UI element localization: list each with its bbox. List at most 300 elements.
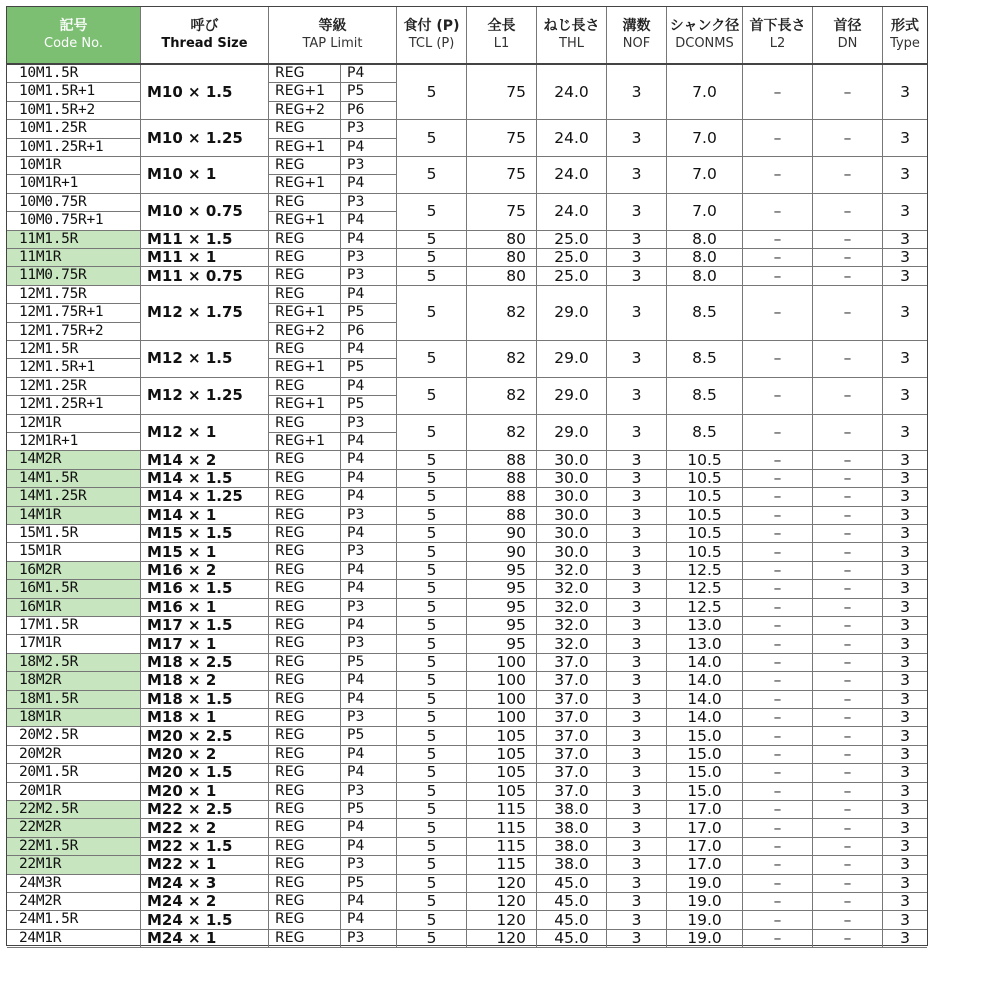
nof-cell: 3 <box>607 617 667 635</box>
header-tcl-jp: 食付 (P) <box>403 18 460 34</box>
thread-size-cell: M18 × 2.5 <box>141 654 269 672</box>
l2-cell: – <box>743 930 813 948</box>
tap-limit-cell: REG <box>269 470 341 488</box>
tap-limit-cell: REG <box>269 856 341 874</box>
l2-cell: – <box>743 580 813 598</box>
type-cell: 3 <box>883 580 927 598</box>
thl-cell: 32.0 <box>537 635 607 653</box>
header-dconms <box>667 7 743 63</box>
thread-size-cell: M17 × 1.5 <box>141 617 269 635</box>
l2-cell: – <box>743 672 813 690</box>
nof-cell: 3 <box>607 691 667 709</box>
nof-cell: 3 <box>607 801 667 819</box>
tap-class-cell: P3 <box>341 267 397 285</box>
dn-cell: – <box>813 267 883 285</box>
l2-cell: – <box>743 635 813 653</box>
header-thl-jp: ねじ長さ <box>543 18 600 34</box>
tcl-cell: 5 <box>397 249 467 267</box>
tap-class-cell: P4 <box>341 819 397 837</box>
tap-limit-cell: REG+1 <box>269 139 341 157</box>
code-cell: 12M1R+1 <box>7 433 141 451</box>
type-cell: 3 <box>883 911 927 929</box>
tap-class-cell: P4 <box>341 525 397 543</box>
tcl-cell: 5 <box>397 378 467 415</box>
code-cell: 20M1R <box>7 783 141 801</box>
type-cell: 3 <box>883 930 927 948</box>
dn-cell: – <box>813 194 883 231</box>
code-cell: 22M2R <box>7 819 141 837</box>
l1-cell: 82 <box>467 341 537 378</box>
tap-limit-cell: REG <box>269 617 341 635</box>
type-cell: 3 <box>883 764 927 782</box>
tap-class-cell: P3 <box>341 543 397 561</box>
l2-cell: – <box>743 231 813 249</box>
thread-size-cell: M14 × 1.5 <box>141 470 269 488</box>
tcl-cell: 5 <box>397 120 467 157</box>
tap-class-cell: P4 <box>341 65 397 83</box>
tap-limit-cell: REG <box>269 727 341 745</box>
tap-class-cell: P3 <box>341 599 397 617</box>
tap-limit-cell: REG <box>269 341 341 359</box>
thl-cell: 29.0 <box>537 341 607 378</box>
code-cell: 16M2R <box>7 562 141 580</box>
dconms-cell: 17.0 <box>667 819 743 837</box>
l2-cell: – <box>743 801 813 819</box>
tap-class-cell: P4 <box>341 341 397 359</box>
tap-class-cell: P4 <box>341 175 397 193</box>
type-cell: 3 <box>883 617 927 635</box>
type-cell: 3 <box>883 249 927 267</box>
thread-size-cell: M12 × 1.75 <box>141 286 269 341</box>
type-cell: 3 <box>883 801 927 819</box>
tap-class-cell: P5 <box>341 727 397 745</box>
thread-size-cell: M12 × 1.5 <box>141 341 269 378</box>
nof-cell: 3 <box>607 672 667 690</box>
l1-cell: 115 <box>467 856 537 874</box>
thread-size-cell: M10 × 1.25 <box>141 120 269 157</box>
l2-cell: – <box>743 819 813 837</box>
code-cell: 11M0.75R <box>7 267 141 285</box>
thread-size-cell: M11 × 0.75 <box>141 267 269 285</box>
thread-size-cell: M20 × 1 <box>141 783 269 801</box>
nof-cell: 3 <box>607 194 667 231</box>
header-code-jp: 記号 <box>59 18 88 34</box>
dconms-cell: 10.5 <box>667 470 743 488</box>
dn-cell: – <box>813 415 883 452</box>
header-type <box>883 7 927 63</box>
spec-table <box>6 6 928 946</box>
header-nof-jp: 溝数 <box>622 18 651 34</box>
thread-size-cell: M16 × 1.5 <box>141 580 269 598</box>
nof-cell: 3 <box>607 838 667 856</box>
code-cell: 22M2.5R <box>7 801 141 819</box>
thl-cell: 25.0 <box>537 231 607 249</box>
tap-class-cell: P4 <box>341 451 397 469</box>
dn-cell: – <box>813 231 883 249</box>
header-thread-jp: 呼び <box>190 18 219 34</box>
tcl-cell: 5 <box>397 801 467 819</box>
code-cell: 10M1.25R <box>7 120 141 138</box>
tcl-cell: 5 <box>397 286 467 341</box>
nof-cell: 3 <box>607 543 667 561</box>
table-header <box>7 7 927 65</box>
thl-cell: 24.0 <box>537 194 607 231</box>
header-dn <box>813 7 883 63</box>
dconms-cell: 13.0 <box>667 635 743 653</box>
dconms-cell: 12.5 <box>667 562 743 580</box>
type-cell: 3 <box>883 543 927 561</box>
type-cell: 3 <box>883 267 927 285</box>
tap-class-cell: P4 <box>341 838 397 856</box>
l2-cell: – <box>743 562 813 580</box>
l2-cell: – <box>743 157 813 194</box>
l1-cell: 80 <box>467 231 537 249</box>
l2-cell: – <box>743 709 813 727</box>
nof-cell: 3 <box>607 415 667 452</box>
l1-cell: 100 <box>467 691 537 709</box>
tcl-cell: 5 <box>397 672 467 690</box>
l2-cell: – <box>743 764 813 782</box>
tcl-cell: 5 <box>397 838 467 856</box>
code-cell: 10M1.5R+1 <box>7 83 141 101</box>
type-cell: 3 <box>883 525 927 543</box>
thread-size-cell: M16 × 2 <box>141 562 269 580</box>
thl-cell: 32.0 <box>537 580 607 598</box>
code-cell: 10M1R <box>7 157 141 175</box>
l2-cell: – <box>743 249 813 267</box>
tap-class-cell: P3 <box>341 194 397 212</box>
l1-cell: 80 <box>467 249 537 267</box>
dn-cell: – <box>813 893 883 911</box>
tap-limit-cell: REG <box>269 911 341 929</box>
header-thread <box>141 7 269 63</box>
nof-cell: 3 <box>607 341 667 378</box>
tap-limit-cell: REG <box>269 562 341 580</box>
tcl-cell: 5 <box>397 709 467 727</box>
tap-limit-cell: REG <box>269 819 341 837</box>
code-cell: 12M1.5R+1 <box>7 359 141 377</box>
header-dn-en: DN <box>837 36 858 51</box>
dn-cell: – <box>813 157 883 194</box>
dn-cell: – <box>813 727 883 745</box>
dn-cell: – <box>813 856 883 874</box>
header-thl-en: THL <box>559 36 584 51</box>
tap-class-cell: P4 <box>341 231 397 249</box>
tcl-cell: 5 <box>397 911 467 929</box>
l1-cell: 95 <box>467 580 537 598</box>
nof-cell: 3 <box>607 65 667 120</box>
code-cell: 10M0.75R+1 <box>7 212 141 230</box>
tap-class-cell: P3 <box>341 157 397 175</box>
tap-limit-cell: REG <box>269 286 341 304</box>
thl-cell: 45.0 <box>537 911 607 929</box>
code-cell: 18M2.5R <box>7 654 141 672</box>
tap-limit-cell: REG <box>269 691 341 709</box>
thl-cell: 37.0 <box>537 654 607 672</box>
l2-cell: – <box>743 654 813 672</box>
type-cell: 3 <box>883 378 927 415</box>
l1-cell: 75 <box>467 157 537 194</box>
tap-limit-cell: REG <box>269 893 341 911</box>
l1-cell: 115 <box>467 838 537 856</box>
tcl-cell: 5 <box>397 875 467 893</box>
tap-limit-cell: REG <box>269 764 341 782</box>
l1-cell: 88 <box>467 470 537 488</box>
code-cell: 12M1.5R <box>7 341 141 359</box>
l2-cell: – <box>743 65 813 120</box>
thl-cell: 32.0 <box>537 562 607 580</box>
dconms-cell: 7.0 <box>667 194 743 231</box>
l2-cell: – <box>743 267 813 285</box>
l1-cell: 88 <box>467 451 537 469</box>
dconms-cell: 17.0 <box>667 801 743 819</box>
tap-limit-cell: REG <box>269 580 341 598</box>
code-cell: 16M1.5R <box>7 580 141 598</box>
dconms-cell: 14.0 <box>667 691 743 709</box>
tap-class-cell: P4 <box>341 212 397 230</box>
tap-limit-cell: REG <box>269 65 341 83</box>
thread-size-cell: M12 × 1 <box>141 415 269 452</box>
dconms-cell: 12.5 <box>667 580 743 598</box>
thl-cell: 30.0 <box>537 525 607 543</box>
l1-cell: 105 <box>467 783 537 801</box>
thl-cell: 29.0 <box>537 378 607 415</box>
l2-cell: – <box>743 838 813 856</box>
header-dconms-en: DCONMS <box>675 36 734 51</box>
tap-limit-cell: REG+2 <box>269 102 341 120</box>
l2-cell: – <box>743 875 813 893</box>
thread-size-cell: M24 × 2 <box>141 893 269 911</box>
tcl-cell: 5 <box>397 635 467 653</box>
l2-cell: – <box>743 451 813 469</box>
l1-cell: 115 <box>467 801 537 819</box>
dn-cell: – <box>813 783 883 801</box>
tcl-cell: 5 <box>397 543 467 561</box>
header-l2 <box>743 7 813 63</box>
nof-cell: 3 <box>607 727 667 745</box>
dconms-cell: 17.0 <box>667 838 743 856</box>
dconms-cell: 8.0 <box>667 267 743 285</box>
l2-cell: – <box>743 525 813 543</box>
thl-cell: 37.0 <box>537 691 607 709</box>
header-l2-en: L2 <box>769 36 786 51</box>
tcl-cell: 5 <box>397 783 467 801</box>
tap-class-cell: P4 <box>341 893 397 911</box>
dn-cell: – <box>813 930 883 948</box>
nof-cell: 3 <box>607 635 667 653</box>
l1-cell: 75 <box>467 120 537 157</box>
dconms-cell: 19.0 <box>667 893 743 911</box>
header-l1-jp: 全長 <box>487 18 516 34</box>
tap-class-cell: P4 <box>341 562 397 580</box>
code-cell: 14M1.5R <box>7 470 141 488</box>
nof-cell: 3 <box>607 875 667 893</box>
header-l1-en: L1 <box>493 36 510 51</box>
thread-size-cell: M22 × 2.5 <box>141 801 269 819</box>
thread-size-cell: M20 × 2 <box>141 746 269 764</box>
code-cell: 12M1.25R <box>7 378 141 396</box>
code-cell: 22M1R <box>7 856 141 874</box>
type-cell: 3 <box>883 746 927 764</box>
thread-size-cell: M14 × 1.25 <box>141 488 269 506</box>
tap-limit-cell: REG <box>269 120 341 138</box>
dconms-cell: 17.0 <box>667 856 743 874</box>
thread-size-cell: M24 × 1.5 <box>141 911 269 929</box>
dconms-cell: 7.0 <box>667 120 743 157</box>
tcl-cell: 5 <box>397 930 467 948</box>
l2-cell: – <box>743 120 813 157</box>
nof-cell: 3 <box>607 930 667 948</box>
l2-cell: – <box>743 911 813 929</box>
l1-cell: 100 <box>467 654 537 672</box>
tap-limit-cell: REG <box>269 267 341 285</box>
code-cell: 24M3R <box>7 875 141 893</box>
nof-cell: 3 <box>607 286 667 341</box>
tap-limit-cell: REG <box>269 543 341 561</box>
tap-class-cell: P4 <box>341 580 397 598</box>
header-l2-jp: 首下長さ <box>749 18 806 34</box>
thl-cell: 37.0 <box>537 783 607 801</box>
l2-cell: – <box>743 599 813 617</box>
tap-limit-cell: REG+1 <box>269 396 341 414</box>
code-cell: 12M1.75R+1 <box>7 304 141 322</box>
thread-size-cell: M20 × 2.5 <box>141 727 269 745</box>
tap-class-cell: P4 <box>341 911 397 929</box>
thread-size-cell: M12 × 1.25 <box>141 378 269 415</box>
tap-class-cell: P4 <box>341 691 397 709</box>
type-cell: 3 <box>883 875 927 893</box>
tap-class-cell: P4 <box>341 433 397 451</box>
tap-class-cell: P4 <box>341 488 397 506</box>
type-cell: 3 <box>883 893 927 911</box>
header-tap <box>269 7 397 63</box>
tap-class-cell: P5 <box>341 83 397 101</box>
thl-cell: 25.0 <box>537 249 607 267</box>
thread-size-cell: M24 × 1 <box>141 930 269 948</box>
type-cell: 3 <box>883 709 927 727</box>
l2-cell: – <box>743 488 813 506</box>
tap-limit-cell: REG+2 <box>269 323 341 341</box>
tcl-cell: 5 <box>397 580 467 598</box>
type-cell: 3 <box>883 451 927 469</box>
dconms-cell: 10.5 <box>667 543 743 561</box>
tap-limit-cell: REG <box>269 451 341 469</box>
tap-class-cell: P4 <box>341 470 397 488</box>
thl-cell: 30.0 <box>537 470 607 488</box>
dn-cell: – <box>813 65 883 120</box>
type-cell: 3 <box>883 838 927 856</box>
type-cell: 3 <box>883 231 927 249</box>
code-cell: 11M1R <box>7 249 141 267</box>
l2-cell: – <box>743 507 813 525</box>
tap-limit-cell: REG <box>269 635 341 653</box>
tcl-cell: 5 <box>397 65 467 120</box>
l2-cell: – <box>743 746 813 764</box>
code-cell: 16M1R <box>7 599 141 617</box>
l1-cell: 120 <box>467 875 537 893</box>
dconms-cell: 12.5 <box>667 599 743 617</box>
tap-class-cell: P4 <box>341 672 397 690</box>
thl-cell: 32.0 <box>537 599 607 617</box>
l2-cell: – <box>743 856 813 874</box>
thl-cell: 38.0 <box>537 801 607 819</box>
tcl-cell: 5 <box>397 599 467 617</box>
thl-cell: 37.0 <box>537 764 607 782</box>
tap-limit-cell: REG+1 <box>269 304 341 322</box>
l1-cell: 120 <box>467 893 537 911</box>
header-dn-jp: 首径 <box>833 18 862 34</box>
l2-cell: – <box>743 341 813 378</box>
tcl-cell: 5 <box>397 819 467 837</box>
header-tap-jp: 等級 <box>318 18 347 34</box>
code-cell: 15M1R <box>7 543 141 561</box>
header-code-en: Code No. <box>44 36 103 51</box>
thread-size-cell: M17 × 1 <box>141 635 269 653</box>
tap-limit-cell: REG <box>269 875 341 893</box>
dconms-cell: 15.0 <box>667 727 743 745</box>
l1-cell: 75 <box>467 194 537 231</box>
tcl-cell: 5 <box>397 507 467 525</box>
dn-cell: – <box>813 838 883 856</box>
nof-cell: 3 <box>607 599 667 617</box>
dconms-cell: 10.5 <box>667 488 743 506</box>
header-type-en: Type <box>890 36 920 51</box>
type-cell: 3 <box>883 65 927 120</box>
thl-cell: 32.0 <box>537 617 607 635</box>
l1-cell: 100 <box>467 672 537 690</box>
l2-cell: – <box>743 286 813 341</box>
type-cell: 3 <box>883 654 927 672</box>
tap-class-cell: P5 <box>341 801 397 819</box>
l1-cell: 88 <box>467 507 537 525</box>
tap-limit-cell: REG+1 <box>269 212 341 230</box>
tap-limit-cell: REG <box>269 415 341 433</box>
thread-size-cell: M18 × 1 <box>141 709 269 727</box>
l1-cell: 95 <box>467 617 537 635</box>
tap-class-cell: P3 <box>341 120 397 138</box>
l1-cell: 95 <box>467 562 537 580</box>
tap-class-cell: P3 <box>341 856 397 874</box>
code-cell: 12M1R <box>7 415 141 433</box>
tap-class-cell: P3 <box>341 709 397 727</box>
dn-cell: – <box>813 911 883 929</box>
code-cell: 15M1.5R <box>7 525 141 543</box>
nof-cell: 3 <box>607 231 667 249</box>
tcl-cell: 5 <box>397 267 467 285</box>
code-cell: 24M2R <box>7 893 141 911</box>
l1-cell: 100 <box>467 709 537 727</box>
code-cell: 12M1.75R+2 <box>7 323 141 341</box>
dn-cell: – <box>813 470 883 488</box>
l1-cell: 88 <box>467 488 537 506</box>
type-cell: 3 <box>883 599 927 617</box>
thl-cell: 24.0 <box>537 157 607 194</box>
l1-cell: 120 <box>467 911 537 929</box>
dn-cell: – <box>813 249 883 267</box>
nof-cell: 3 <box>607 157 667 194</box>
l2-cell: – <box>743 194 813 231</box>
tap-limit-cell: REG <box>269 194 341 212</box>
thread-size-cell: M11 × 1 <box>141 249 269 267</box>
tcl-cell: 5 <box>397 451 467 469</box>
l1-cell: 82 <box>467 415 537 452</box>
tap-class-cell: P5 <box>341 654 397 672</box>
l2-cell: – <box>743 727 813 745</box>
tcl-cell: 5 <box>397 157 467 194</box>
tap-limit-cell: REG <box>269 525 341 543</box>
dconms-cell: 10.5 <box>667 451 743 469</box>
nof-cell: 3 <box>607 562 667 580</box>
